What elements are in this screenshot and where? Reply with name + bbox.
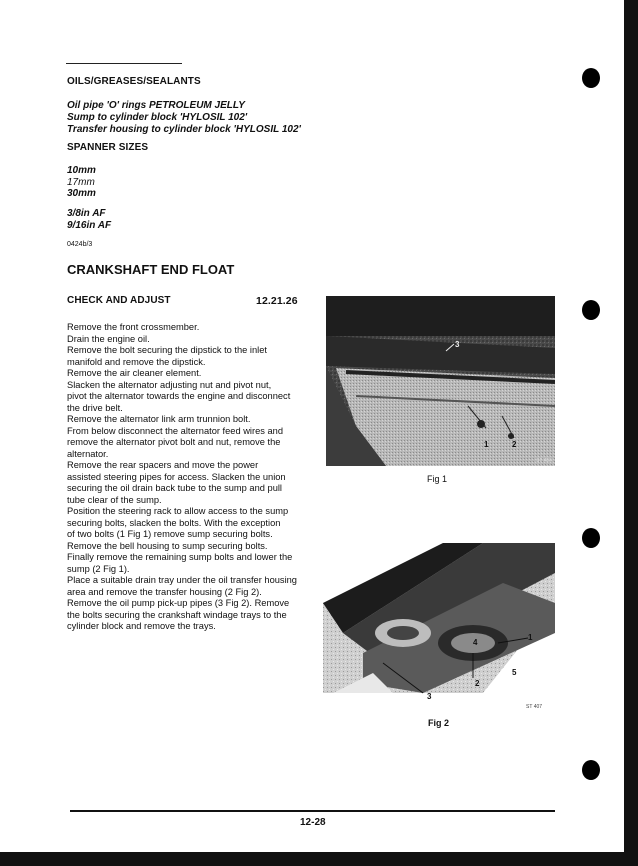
procedure-line: sump (2 Fig 1).	[67, 563, 130, 574]
reference-code: 0424b/3	[67, 241, 93, 248]
fig1-photo	[326, 296, 555, 466]
page-edge-bottom	[0, 852, 638, 866]
fig1-code: ST 404	[536, 458, 553, 464]
spanner-size: 17mm	[67, 177, 95, 188]
fig2-photo	[323, 543, 555, 703]
procedure-text	[67, 322, 317, 633]
procedure-line: the drive belt.	[67, 402, 123, 413]
procedure-heading: CHECK AND ADJUST	[67, 295, 171, 306]
fig2-callout: 5	[512, 668, 517, 677]
fig1-callout: 2	[512, 440, 517, 449]
spanner-size: 10mm	[67, 165, 96, 176]
footer-rule	[70, 810, 555, 812]
binder-hole	[582, 300, 600, 320]
materials-heading: OILS/GREASES/SEALANTS	[67, 76, 201, 87]
spanner-size: 9/16in AF	[67, 220, 112, 231]
fig2-callout: 3	[427, 692, 432, 701]
procedure-line: Remove the oil pump pick-up pipes (3 Fig 2). Remove	[67, 598, 290, 608]
fig1-caption: Fig 1	[427, 474, 448, 484]
operation-number: 12.21.26	[256, 295, 298, 307]
fig2-caption: Fig 2	[428, 718, 450, 728]
page-number: 12-28	[300, 817, 326, 828]
fig2-callout: 1	[528, 633, 533, 642]
procedure-line: of two bolts (1 Fig 1) remove sump securing bolts.	[67, 529, 273, 539]
procedure-line: tube clear of the sump.	[67, 494, 162, 505]
procedure-line: Remove the bell housing to sump securing bolts.	[67, 540, 268, 551]
procedure-line: Remove the front crossmember.	[67, 322, 200, 332]
material-line: Oil pipe 'O' rings PETROLEUM JELLY	[67, 100, 245, 111]
procedure-line: Remove the alternator link arm trunnion bolt.	[67, 414, 251, 424]
page-title: CRANKSHAFT END FLOAT	[67, 262, 235, 277]
page-edge-right	[624, 0, 638, 866]
fig1-callout: 3	[455, 340, 460, 349]
procedure-line: pivot the alternator towards the engine and disconnect	[67, 391, 291, 401]
header-rule	[66, 63, 182, 64]
binder-hole	[582, 760, 600, 780]
procedure-line: securing the oil drain back tube to the sump and pull	[67, 483, 282, 493]
procedure-line: Remove the bolt securing the dipstick to the inlet	[67, 345, 267, 355]
procedure-line: Drain the engine oil.	[67, 333, 150, 344]
procedure-line: Slacken the alternator adjusting nut and pivot nut,	[67, 379, 272, 390]
spanner-heading: SPANNER SIZES	[67, 142, 149, 153]
procedure-line: Remove the air cleaner element.	[67, 368, 202, 378]
procedure-line: area and remove the transfer housing (2 Fig 2).	[67, 586, 262, 597]
fig2-callout: 2	[475, 679, 480, 688]
procedure-line: From below disconnect the alternator feed wires and	[67, 425, 284, 436]
procedure-line: Place a suitable drain tray under the oil transfer housing	[67, 575, 297, 585]
fig2-callout: 4	[473, 638, 478, 647]
fig1-callout: 1	[484, 440, 489, 449]
procedure-line: Remove the rear spacers and move the power	[67, 460, 259, 470]
procedure-line: cylinder block and remove the trays.	[67, 621, 216, 631]
fig2-code: ST 407	[526, 704, 543, 710]
procedure-line: assisted steering pipes for access. Slacken the union	[67, 471, 286, 482]
procedure-line: manifold and remove the dipstick.	[67, 356, 206, 367]
procedure-line: the bolts securing the crankshaft windage trays to the	[67, 609, 287, 620]
procedure-line: securing bolts, slacken the bolts. With the exception	[67, 517, 281, 528]
material-line: Sump to cylinder block 'HYLOSIL 102'	[67, 112, 248, 123]
procedure-line: Position the steering rack to allow access to the sump	[67, 506, 289, 516]
binder-hole	[582, 68, 600, 88]
procedure-line: remove the alternator pivot bolt and nut, remove the	[67, 437, 281, 447]
procedure-line: Finally remove the remaining sump bolts and lower the	[67, 552, 293, 562]
binder-hole	[582, 528, 600, 548]
spanner-size: 3/8in AF	[67, 208, 106, 219]
material-line: Transfer housing to cylinder block 'HYLOSIL 102'	[67, 124, 301, 135]
procedure-line: alternator.	[67, 448, 109, 459]
spanner-size: 30mm	[67, 188, 96, 199]
